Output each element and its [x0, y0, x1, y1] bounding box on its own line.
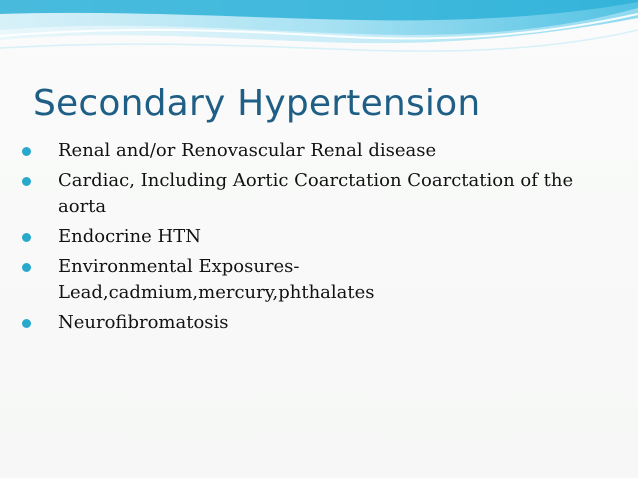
bullet-dot-icon — [22, 319, 31, 328]
bullet-dot-icon — [22, 263, 31, 272]
bullet-item — [22, 138, 612, 164]
bullet-text: Renal and/or Renovascular Renal disease — [58, 140, 437, 161]
bullet-list — [22, 138, 612, 340]
bullet-text: Environmental Exposures- Lead,cadmium,mercury,phthalates — [58, 256, 375, 303]
bullet-item — [22, 224, 612, 250]
bullet-dot-icon — [22, 177, 31, 186]
bullet-text: Endocrine HTN — [58, 226, 201, 247]
header-wave-decoration — [0, 0, 638, 80]
bullet-dot-icon — [22, 147, 31, 156]
bullet-item — [22, 254, 612, 306]
bullet-text: Cardiac, Including Aortic Coarctation Coarctation of the aorta — [58, 170, 574, 217]
bullet-item — [22, 310, 612, 336]
slide-title: Secondary Hypertension — [33, 83, 481, 124]
bullet-item — [22, 168, 612, 220]
bullet-dot-icon — [22, 233, 31, 242]
bullet-text: Neurofibromatosis — [58, 312, 229, 333]
